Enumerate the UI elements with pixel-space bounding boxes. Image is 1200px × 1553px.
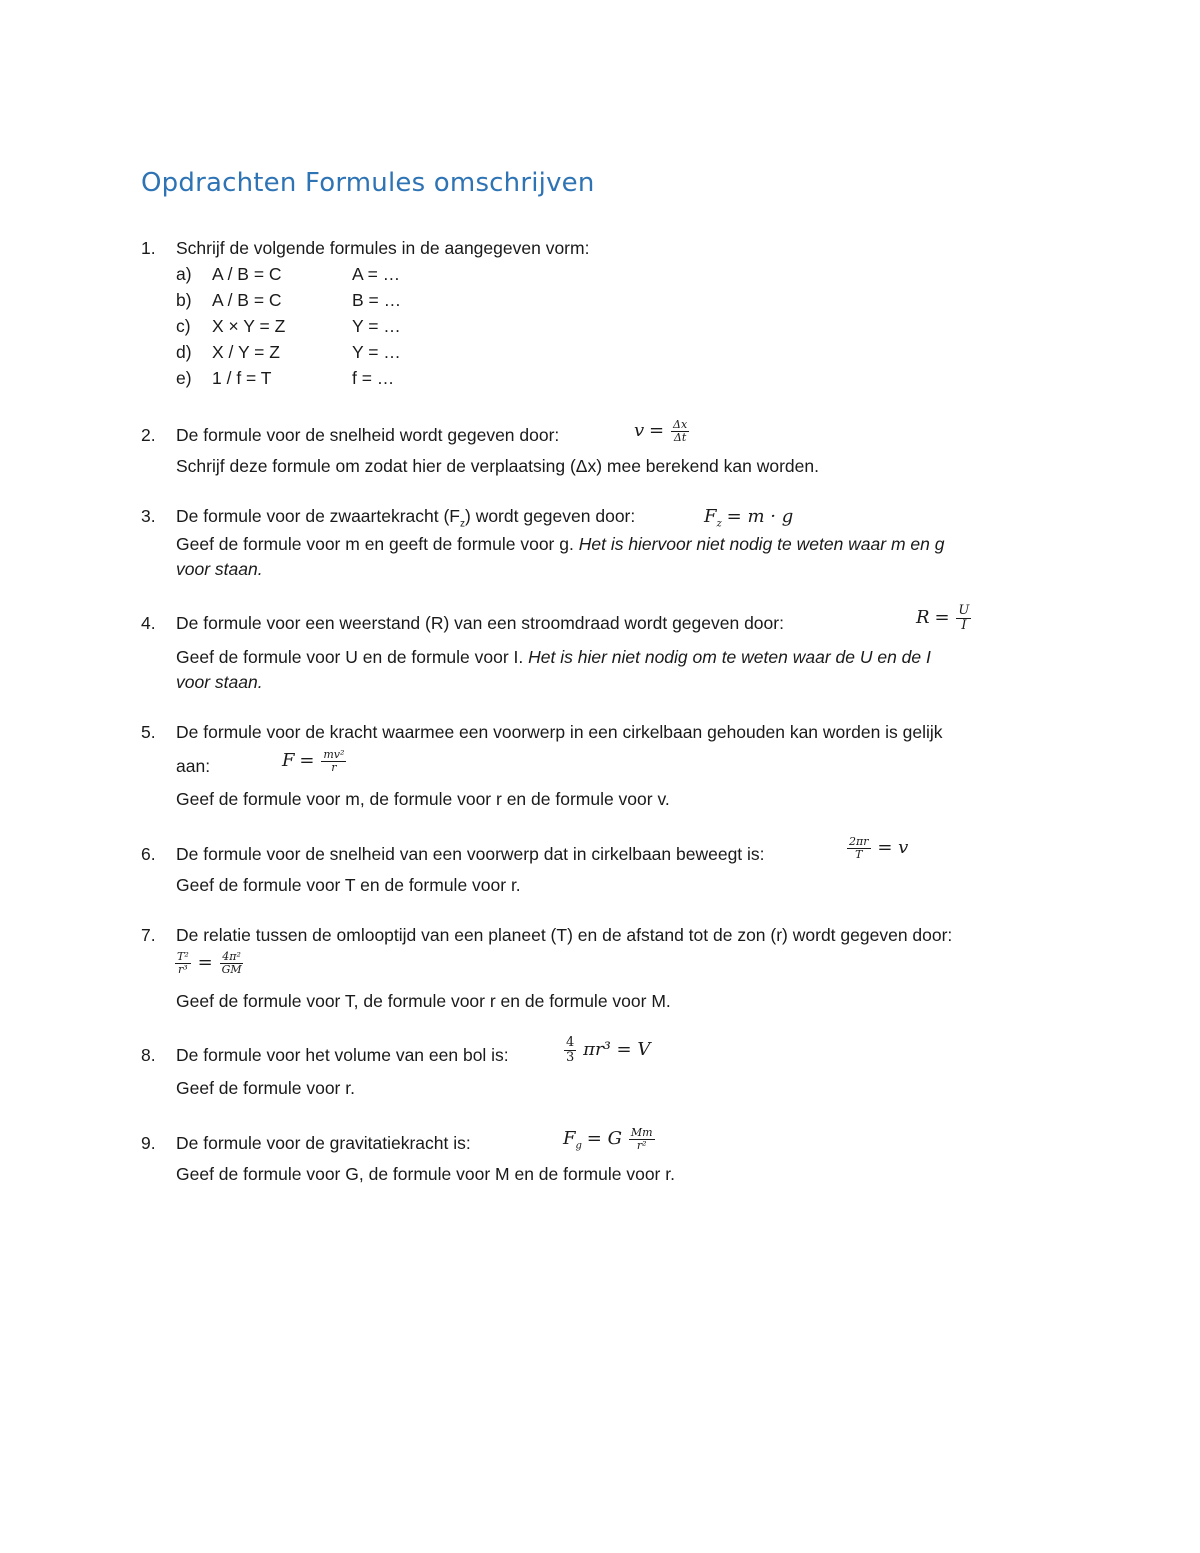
item-target: A = … (352, 264, 401, 284)
question-instruction: Geef de formule voor G, de formule voor M en de formule voor r. (176, 1164, 675, 1184)
formula-lhs: F (282, 750, 295, 771)
question-instruction (176, 645, 931, 669)
question-instruction: Geef de formule voor m, de formule voor r en de formule voor v. (176, 789, 670, 809)
fraction-numerator: mv² (323, 747, 345, 761)
formula-fraction (564, 1036, 576, 1065)
formula (845, 835, 908, 861)
formula (634, 418, 691, 444)
formula-eq: = (299, 750, 315, 771)
formula-fraction (321, 749, 346, 774)
formula (173, 950, 246, 976)
question-text: De formule voor de kracht waarmee een voorwerp in een cirkelbaan gehouden kan worden is gelijk (176, 722, 943, 742)
formula-eq: = (649, 420, 665, 441)
formula-fraction-right (220, 951, 244, 976)
fraction-denominator: Δt (673, 430, 687, 444)
formula-mid: = G (586, 1128, 622, 1149)
fraction-denominator: r² (636, 1138, 647, 1152)
item-formula: 1 / f = T (212, 368, 272, 388)
fraction-numerator: T² (177, 949, 189, 963)
instruction-italic: voor staan. (176, 672, 263, 692)
question-number: 6. (141, 844, 156, 864)
question-instruction: Geef de formule voor T en de formule voor r. (176, 875, 521, 895)
question-text: De formule voor de gravitatiekracht is: (176, 1133, 471, 1153)
fraction-denominator: T (855, 847, 863, 861)
formula (916, 604, 973, 633)
question-instruction: Geef de formule voor r. (176, 1078, 355, 1098)
question-number: 5. (141, 722, 156, 742)
formula-lhs: F (563, 1128, 576, 1149)
question-text-continued: aan: (176, 756, 211, 776)
text-part: ) wordt gegeven door: (465, 506, 636, 526)
item-target: Y = … (352, 316, 401, 336)
item-target: B = … (352, 290, 402, 310)
fraction-denominator: r³ (178, 962, 188, 976)
page-title: Opdrachten Formules omschrijven (141, 168, 595, 198)
question-instruction (176, 532, 944, 556)
text-part: De formule voor de zwaartekracht (F (176, 506, 460, 526)
item-letter: b) (176, 290, 192, 310)
fraction-denominator: GM (221, 962, 242, 976)
fraction-numerator: Δx (673, 417, 688, 431)
item-formula: X × Y = Z (212, 316, 286, 336)
question-number: 4. (141, 613, 156, 633)
formula-fraction-left (175, 951, 191, 976)
question-number: 8. (141, 1045, 156, 1065)
item-target: Y = … (352, 342, 401, 362)
question-text: De formule voor de snelheid van een voorwerp dat in cirkelbaan beweegt is: (176, 844, 765, 864)
formula (282, 748, 348, 774)
question-text: De relatie tussen de omlooptijd van een planeet (T) en de afstand tot de zon (r) wordt gegeven door: (176, 925, 953, 945)
fraction-numerator: Mm (630, 1125, 653, 1139)
question-number: 9. (141, 1133, 156, 1153)
formula-fraction (847, 836, 871, 861)
formula-subscript: z (716, 518, 722, 530)
item-letter: a) (176, 264, 192, 284)
formula-rhs: πr³ = V (583, 1039, 651, 1061)
question-number: 1. (141, 238, 156, 258)
formula-eq: = (197, 952, 213, 973)
item-letter: e) (176, 368, 192, 388)
question-text: De formule voor het volume van een bol is: (176, 1045, 509, 1065)
formula-eq: = (934, 607, 950, 629)
formula-rhs: = v (877, 837, 909, 858)
formula-lhs: v (634, 420, 645, 441)
question-text: De formule voor een weerstand (R) van een stroomdraad wordt gegeven door: (176, 613, 784, 633)
question-number: 3. (141, 506, 156, 526)
fraction-numerator: 4π² (222, 949, 241, 963)
question-number: 7. (141, 925, 156, 945)
formula (563, 1126, 657, 1159)
formula-subscript: g (575, 1140, 582, 1152)
instruction-italic: voor staan. (176, 559, 263, 579)
text-subscript: z (460, 518, 465, 530)
formula-rhs: = m · g (726, 506, 794, 527)
formula-lhs: R (916, 607, 930, 629)
formula (562, 1036, 650, 1065)
fraction-denominator: I (961, 618, 967, 633)
item-letter: d) (176, 342, 192, 362)
instruction-italic: Het is hiervoor niet nodig te weten waar m en g (578, 534, 945, 554)
question-text: De formule voor de snelheid wordt gegeven door: (176, 425, 560, 445)
item-target: f = … (352, 368, 395, 388)
item-formula: A / B = C (212, 264, 282, 284)
fraction-denominator: r (331, 760, 337, 774)
fraction-numerator: U (958, 603, 970, 618)
formula-fraction (671, 419, 689, 444)
fraction-numerator: 4 (566, 1035, 575, 1050)
instruction-plain: Geef de formule voor m en geeft de formule voor g. (176, 534, 574, 554)
formula-fraction (629, 1127, 655, 1152)
item-formula: X / Y = Z (212, 342, 280, 362)
instruction-italic: Het is hier niet nodig om te weten waar de U en de I (528, 647, 931, 667)
item-formula: A / B = C (212, 290, 282, 310)
instruction-plain: Geef de formule voor U en de formule voor I. (176, 647, 524, 667)
fraction-denominator: 3 (566, 1050, 575, 1065)
question-text: Schrijf de volgende formules in de aangegeven vorm: (176, 238, 590, 258)
question-instruction: Geef de formule voor T, de formule voor r en de formule voor M. (176, 991, 671, 1011)
formula-fraction (956, 604, 971, 633)
question-instruction: Schrijf deze formule om zodat hier de verplaatsing (Δx) mee berekend kan worden. (176, 456, 819, 476)
fraction-numerator: 2πr (849, 834, 869, 848)
item-letter: c) (176, 316, 191, 336)
formula-lhs: F (704, 506, 717, 527)
question-number: 2. (141, 425, 156, 445)
